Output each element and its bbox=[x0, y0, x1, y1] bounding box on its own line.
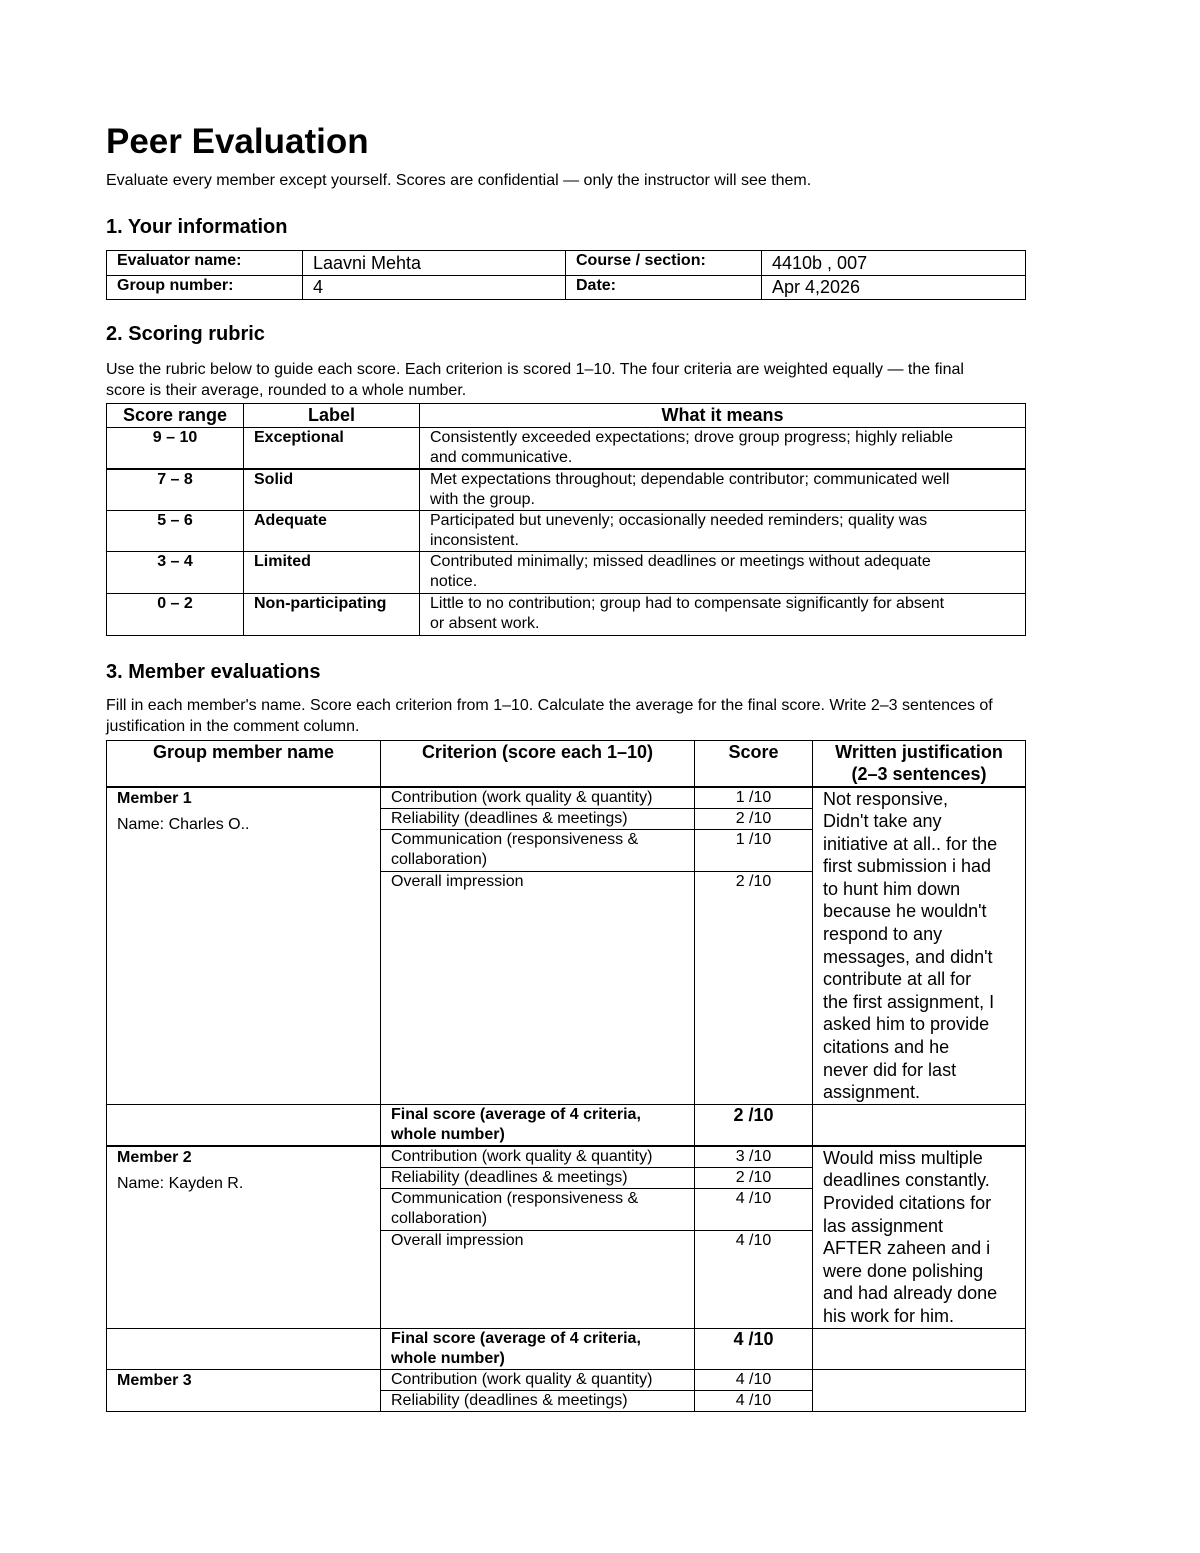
member-3-row bbox=[107, 1369, 1026, 1390]
member-2-final-score[interactable]: 4 /10 bbox=[695, 1328, 813, 1369]
criterion-contribution: Contribution (work quality & quantity) bbox=[381, 787, 695, 809]
rubric-row bbox=[107, 511, 1026, 552]
evaluations-intro-line-2: justification in the comment column. bbox=[106, 718, 360, 735]
rubric-intro-line-1: Use the rubric below to guide each score. Each criterion is scored 1–10. The four criteria are weighted equally — the final bbox=[106, 361, 964, 378]
page-title: Peer Evaluation bbox=[106, 122, 369, 161]
member-1-score-contribution[interactable]: 1 /10 bbox=[695, 787, 813, 809]
rubric-label: Non-participating bbox=[244, 594, 420, 636]
rubric-range: 7 – 8 bbox=[107, 469, 244, 511]
member-3-justification[interactable] bbox=[813, 1369, 1026, 1411]
criterion-communication: Communication (responsiveness & collaboration) bbox=[381, 829, 695, 871]
rubric-meaning: Met expectations throughout; dependable contributor; communicated well with the group. bbox=[420, 469, 1026, 511]
rubric-row bbox=[107, 594, 1026, 636]
empty-cell bbox=[813, 1328, 1026, 1369]
rubric-header-score-range: Score range bbox=[107, 404, 244, 428]
rubric-range: 9 – 10 bbox=[107, 428, 244, 470]
evaluator-name-label: Evaluator name: bbox=[107, 251, 303, 276]
empty-cell bbox=[813, 1104, 1026, 1146]
rubric-range: 3 – 4 bbox=[107, 552, 244, 594]
evaluator-name-field[interactable]: Laavni Mehta bbox=[303, 251, 566, 276]
member-1-score-reliability[interactable]: 2 /10 bbox=[695, 808, 813, 829]
member-3-score-contribution[interactable]: 4 /10 bbox=[695, 1369, 813, 1390]
final-score-label: Final score (average of 4 criteria, whole number) bbox=[381, 1328, 695, 1369]
group-number-label: Group number: bbox=[107, 276, 303, 300]
member-2-heading: Member 2 bbox=[117, 1148, 192, 1166]
course-section-label: Course / section: bbox=[566, 251, 762, 276]
section-scoring-rubric-heading: 2. Scoring rubric bbox=[106, 323, 265, 345]
member-1-score-communication[interactable]: 1 /10 bbox=[695, 829, 813, 871]
empty-cell bbox=[107, 1328, 381, 1369]
member-1-name-cell bbox=[107, 787, 381, 1105]
criterion-contribution: Contribution (work quality & quantity) bbox=[381, 1146, 695, 1168]
member-1-row bbox=[107, 787, 1026, 809]
rubric-meaning: Contributed minimally; missed deadlines or meetings without adequate notice. bbox=[420, 552, 1026, 594]
criterion-communication: Communication (responsiveness & collaboration) bbox=[381, 1189, 695, 1231]
rubric-range: 5 – 6 bbox=[107, 511, 244, 552]
member-1-final-score[interactable]: 2 /10 bbox=[695, 1104, 813, 1146]
group-number-field[interactable]: 4 bbox=[303, 276, 566, 300]
member-1-heading: Member 1 bbox=[117, 789, 192, 807]
member-2-score-contribution[interactable]: 3 /10 bbox=[695, 1146, 813, 1168]
criterion-reliability: Reliability (deadlines & meetings) bbox=[381, 1168, 695, 1189]
rubric-intro-line-2: score is their average, rounded to a whole number. bbox=[106, 382, 467, 399]
final-score-label: Final score (average of 4 criteria, whole number) bbox=[381, 1104, 695, 1146]
rubric-label: Adequate bbox=[244, 511, 420, 552]
rubric-row bbox=[107, 428, 1026, 470]
empty-cell bbox=[107, 1104, 381, 1146]
member-1-justification[interactable]: Not responsive, Didn't take any initiative at all.. for the first submission i had to hunt him down because he wouldn't respond to any messages, and didn't contribute at all for the first assignment, I asked him to provide citations and he never did for last assignment. bbox=[813, 787, 1026, 1105]
rubric-label: Solid bbox=[244, 469, 420, 511]
member-3-score-reliability[interactable]: 4 /10 bbox=[695, 1390, 813, 1411]
member-2-row bbox=[107, 1146, 1026, 1168]
member-2-name-cell bbox=[107, 1146, 381, 1328]
member-2-score-reliability[interactable]: 2 /10 bbox=[695, 1168, 813, 1189]
criterion-reliability: Reliability (deadlines & meetings) bbox=[381, 808, 695, 829]
rubric-row bbox=[107, 469, 1026, 511]
member-2-score-communication[interactable]: 4 /10 bbox=[695, 1189, 813, 1231]
section-member-evaluations-heading: 3. Member evaluations bbox=[106, 661, 321, 683]
date-field[interactable]: Apr 4,2026 bbox=[762, 276, 1026, 300]
criterion-reliability: Reliability (deadlines & meetings) bbox=[381, 1390, 695, 1411]
evaluations-intro-line-1: Fill in each member's name. Score each criterion from 1–10. Calculate the average for the final score. Write 2–3 sentences of bbox=[106, 697, 993, 714]
intro-text: Evaluate every member except yourself. Scores are confidential — only the instructor will see them. bbox=[106, 172, 812, 189]
your-information-table bbox=[106, 250, 1026, 300]
member-3-name-cell bbox=[107, 1369, 381, 1411]
eval-header-justification: Written justification (2–3 sentences) bbox=[813, 741, 1026, 787]
rubric-label: Limited bbox=[244, 552, 420, 594]
criterion-contribution: Contribution (work quality & quantity) bbox=[381, 1369, 695, 1390]
rubric-meaning: Consistently exceeded expectations; drove group progress; highly reliable and communicative. bbox=[420, 428, 1026, 470]
section-your-information-heading: 1. Your information bbox=[106, 216, 288, 238]
member-1-final-row bbox=[107, 1104, 1026, 1146]
member-2-score-overall[interactable]: 4 /10 bbox=[695, 1231, 813, 1328]
criterion-overall: Overall impression bbox=[381, 1231, 695, 1328]
eval-header-score: Score bbox=[695, 741, 813, 787]
date-label: Date: bbox=[566, 276, 762, 300]
member-3-heading: Member 3 bbox=[117, 1371, 192, 1389]
rubric-range: 0 – 2 bbox=[107, 594, 244, 636]
rubric-row bbox=[107, 552, 1026, 594]
rubric-meaning: Participated but unevenly; occasionally needed reminders; quality was inconsistent. bbox=[420, 511, 1026, 552]
scoring-rubric-table bbox=[106, 403, 1026, 636]
eval-header-member-name: Group member name bbox=[107, 741, 381, 787]
member-2-final-row bbox=[107, 1328, 1026, 1369]
rubric-header-label: Label bbox=[244, 404, 420, 428]
member-2-justification[interactable]: Would miss multiple deadlines constantly. Provided citations for las assignment AFTER zaheen and i were done polishing and had already done his work for him. bbox=[813, 1146, 1026, 1328]
rubric-meaning: Little to no contribution; group had to compensate significantly for absent or absent work. bbox=[420, 594, 1026, 636]
member-1-score-overall[interactable]: 2 /10 bbox=[695, 871, 813, 1104]
criterion-overall: Overall impression bbox=[381, 871, 695, 1104]
rubric-header-meaning: What it means bbox=[420, 404, 1026, 428]
rubric-label: Exceptional bbox=[244, 428, 420, 470]
member-evaluations-table bbox=[106, 740, 1026, 1412]
member-2-name-field[interactable]: Name: Kayden R. bbox=[117, 1174, 244, 1192]
course-section-field[interactable]: 4410b , 007 bbox=[762, 251, 1026, 276]
member-1-name-field[interactable]: Name: Charles O.. bbox=[117, 815, 250, 833]
eval-header-criterion: Criterion (score each 1–10) bbox=[381, 741, 695, 787]
